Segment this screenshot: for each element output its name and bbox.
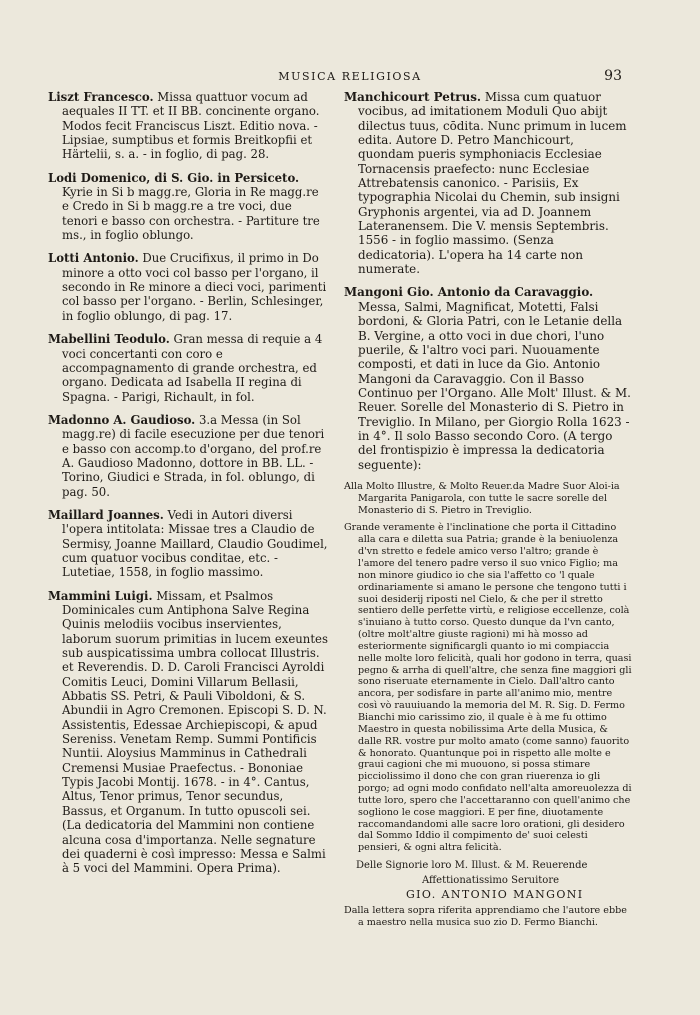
dedication-signoff: Delle Signorie loro M. Illust. & M. Reuerende <box>356 860 588 872</box>
dedication-letter: Grande veramente è l'inclinatione che porta il Cittadino alla cara e diletta sua Patria; grande è la beniuolenza d'vn stretto e fedele amico verso l'altro; grande è l'amore del tenero padre verso il suo vnico Figlio; ma non minore giudico io che sia l'affetto co 'l quale ordinariamente si amano le persone che tengono tutti i suoi desiderij riposti nel Cielo, & che per il stretto sentiero delle perfette virtù, e religiose eccellenze, colà s'inuiano à tutto corso. Questo dunque da l'vn canto, (oltre molt'altre giuste ragioni) mi hà mosso ad esteriormente significargli quanto io mi compiaccia nelle molte loro felicità, quali hor godono in terra, quasi pegno & arrha di quell'altre, che senza fine maggiori gli sono riseruate eternamente in Cielo. Dall'altro canto ancora, per sodisfare in parte all'animo mio, mentre così vò rauuiuando la memoria del M. R. Sig. D. Fermo Bianchi mio carissimo zio, il quale è à me fu ottimo Maestro in questa nobilissima Arte della Musica, & dalle RR. vostre pur molto amato (come sanno) fauorito & honorato. Quantunque poi in rispetto alle molte e graui cagioni che mi muouono, si possa stimare picciolissimo il dono che con gran riuerenza io gli porgo; ad ogni modo confidato nell'alta amoreuolezza di tutte loro, spero che l'accettaranno con quell'animo che sogliono le cose maggiori. E per fine, diuotamente raccomandandomi alle sacre loro orationi, gli desidero dal Sommo Iddio il compimento de' suoi celesti pensieri, & ogni altra felicità. <box>344 522 632 854</box>
catalog-entry <box>48 332 328 404</box>
entry-text: Missa quattuor vocum ad aequales II TT. et II BB. concinente organo. Modos fecit Franciscus Liszt. Editio nova. - Lipsiae, sumptibus et formis Breitkopfii et Härtelii, s. a. - in foglio, di pag. 28. <box>62 90 320 162</box>
entry-text: Missa cum quatuor vocibus, ad imitationem Moduli Quo abijt dilectus tuus, cōdita. Nunc primum in lucem edita. Autore D. Petro Manchicourt, quondam pueris symphoniacis Ecclesiae Tornacensis praefecto: nunc Ecclesiae Attrebatensis canonico. - Parisiis, Ex typographia Nicolai du Chemin, sub insigni Gryphonis argentei, via ad D. Joannem Lateranensem. Die V. mensis Septembris. 1556 - in foglio massimo. (Senza dedicatoria). L'opera ha 14 carte non numerate. <box>358 90 627 277</box>
left-column <box>48 90 328 885</box>
page-number: 93 <box>604 68 622 84</box>
catalog-entry <box>48 171 328 243</box>
footnote: Dalla lettera sopra riferita apprendiamo che l'autore ebbe a maestro nella musica suo zio D. Fermo Bianchi. <box>344 905 627 928</box>
catalog-entry <box>344 285 632 471</box>
entry-text: 3.a Messa (in Sol magg.re) di facile esecuzione per due tenori e basso con accomp.to d'organo, del prof.re A. Gaudioso Madonno, dottore in BB. LL. - Torino, Giudici e Strada, in fol. oblungo, di pag. 50. <box>62 412 325 499</box>
entry-text: Due Crucifixus, il primo in Do minore a otto voci col basso per l'organo, il secondo in Re minore a dieci voci, parimenti col basso per l'organo. - Berlin, Schlesinger, in foglio oblungo, di pag. 17. <box>62 251 327 323</box>
dedication-address: Alla Molto Illustre, & Molto Reuer.da Madre Suor Aloi-ia Margarita Panigarola, con tutte le sacre sorelle del Monasterio di S. Pietro in Treviglio. <box>344 480 620 516</box>
dedication-closing: Affettionatissimo Seruitore <box>422 875 560 887</box>
composer-name: Liszt Francesco. <box>48 90 154 104</box>
composer-name: Maillard Joannes. <box>48 507 164 522</box>
running-title: MUSICA RELIGIOSA <box>278 70 422 83</box>
composer-name: Manchicourt Petrus. <box>344 90 482 104</box>
composer-name: Lotti Antonio. <box>48 251 139 266</box>
entry-text: Missam, et Psalmos Dominicales cum Antiphona Salve Regina Quinis melodiis vocibus inservientes, laborum suorum primitias in lucem exeuntes sub auspicatissima umbra collocat Illustris. et Reverendis. D. D. Caroli Francisci Ayroldi Comitis Leuci, Domini Villarum Bellasii, Abbatis SS. Petri, & Pauli Viboldoni, & S. Abundii in Agro Cremonen. Episcopi S. D. N. Assistentis, Edessae Archiepiscopi, & apud Sereniss. Venetam Remp. Summi Pontificis Nuntii. Aloysius Mamminus in Cathedrali Cremensi Musiae Praefectus. - Bononiae Typis Jacobi Montij. 1678. - in 4°. Cantus, Altus, Tenor primus, Tenor secundus, Bassus, et Organum. In tutto opuscoli sei. (La dedicatoria del Mammini non contiene alcuna cosa d'importanza. Nelle segnature dei quaderni è così impresso: Messa e Salmi à 5 voci del Mammini. Opera Prima). <box>62 588 328 876</box>
page-header <box>0 68 700 90</box>
dedication-signature: GIO. ANTONIO MANGONI <box>406 888 584 902</box>
composer-name: Lodi Domenico, di S. Gio. in Persiceto. <box>48 170 300 185</box>
entry-text: Gran messa di requie a 4 voci concertanti con coro e accompagnamento di grande orchestra, ed organo. Dedicata ad Isabella II regina di Spagna. - Parigi, Richault, in fol. <box>62 332 323 404</box>
entry-text: Kyrie in Si b magg.re, Gloria in Re magg.re e Credo in Si b magg.re a tre voci, due tenori e basso con orchestra. - Partiture tre ms., in foglio oblungo. <box>62 185 320 243</box>
catalog-entry <box>48 90 328 162</box>
entry-text: Vedi in Autori diversi l'opera intitolata: Missae tres a Claudio de Sermisy, Joanne Maillard, Claudio Goudimel, cum quatuor vocibus conditae, etc. - Lutetiae, 1558, in foglio massimo. <box>62 507 328 580</box>
composer-name: Madonno A. Gaudioso. <box>48 412 196 427</box>
catalog-entry <box>344 90 632 276</box>
catalog-entry <box>48 508 328 580</box>
entry-text: Messa, Salmi, Magnificat, Motetti, Falsi bordoni, & Gloria Patri, con le Letanie della B. Vergine, a otto voci in due chori, l'uno puerile, & l'altro voci pari. Nuouamente composti, et dati in luce da Gio. Antonio Mangoni da Caravaggio. Con il Basso Continuo per l'Organo. Alle Molt' Illust. & M. Reuer. Sorelle del Monasterio di S. Pietro in Treviglio. In Milano, per Giorgio Rolla 1623 - in 4°. Il solo Basso secondo Coro. (A tergo del frontispizio è impressa la dedicatoria seguente): <box>358 299 631 472</box>
catalog-entry <box>48 251 328 323</box>
composer-name: Mabellini Teodulo. <box>48 332 170 347</box>
composer-name: Mammini Luigi. <box>48 588 153 603</box>
composer-name: Mangoni Gio. Antonio da Caravaggio. <box>344 285 594 300</box>
catalog-entry <box>48 413 328 499</box>
catalog-entry <box>48 589 328 876</box>
right-column <box>344 90 632 935</box>
